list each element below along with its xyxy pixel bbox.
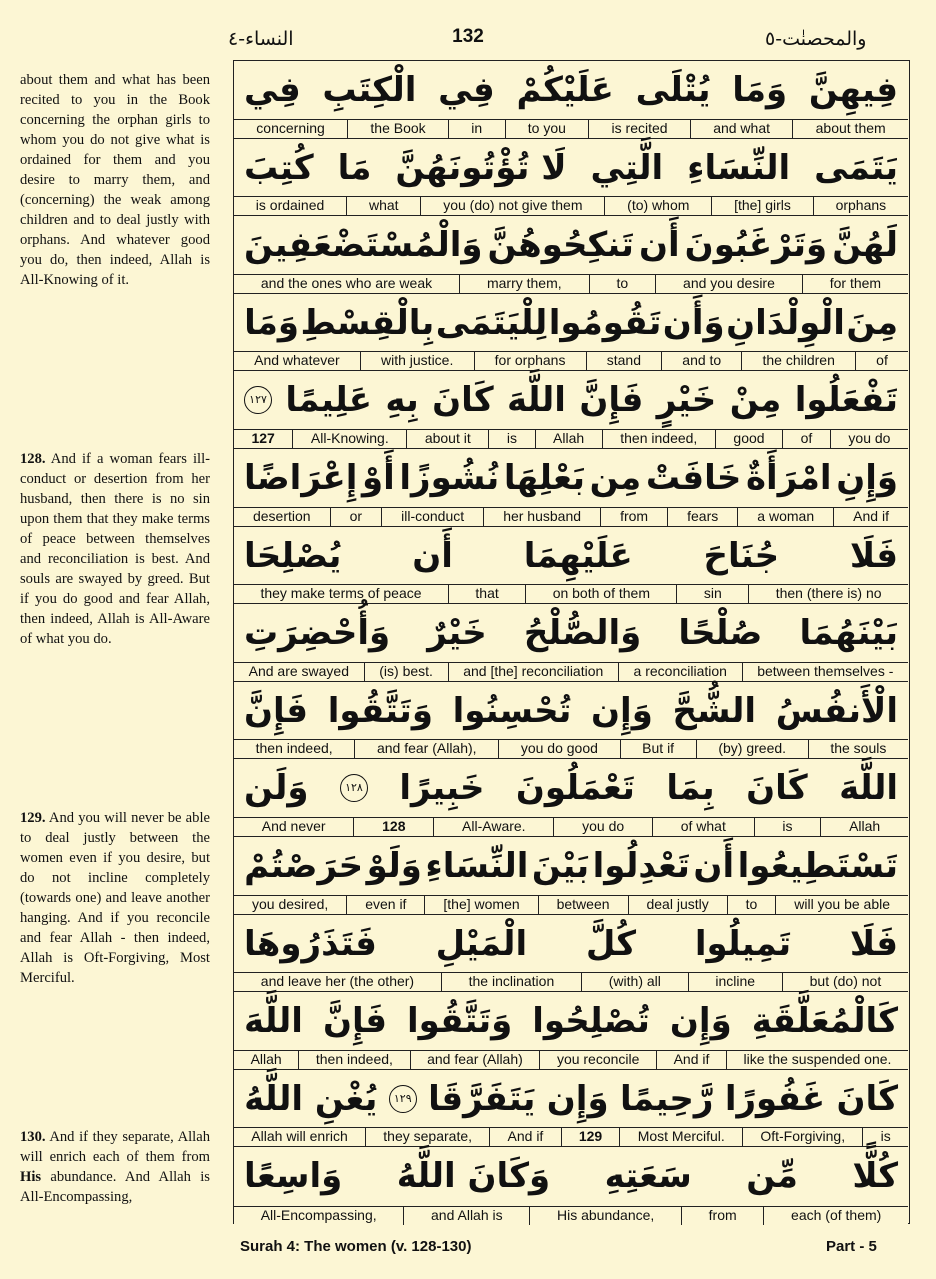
gloss-cell: between themselves - xyxy=(742,663,908,681)
gloss-cell: Oft-Forgiving, xyxy=(742,1128,862,1146)
gloss-cell: the Book xyxy=(347,120,448,138)
arabic-word: اللَّهَ xyxy=(244,1001,303,1042)
translation-paragraph xyxy=(20,808,210,988)
arabic-word: الْوِلْدَانِ xyxy=(726,302,845,343)
arabic-text-row xyxy=(234,837,908,895)
gloss-cell: for them xyxy=(802,275,908,293)
gloss-cell: then indeed, xyxy=(298,1051,409,1069)
gloss-cell: they separate, xyxy=(365,1128,489,1146)
arabic-word: وَتَتَّقُوا xyxy=(327,690,433,731)
arabic-word: تَفْعَلُوا xyxy=(794,380,898,421)
footer-part-label: Part - 5 xyxy=(826,1238,877,1255)
english-gloss-row xyxy=(234,429,908,448)
gloss-cell: you desired, xyxy=(251,895,329,912)
translation-paragraph xyxy=(20,449,210,649)
footer-surah-label: Surah 4: The women (v. 128-130) xyxy=(240,1238,472,1255)
arabic-word: عَلَيْكُمْ xyxy=(516,70,614,110)
gloss-cell: like the suspended one. xyxy=(726,1051,908,1069)
arabic-word: لِلْيَتَمَى xyxy=(435,302,548,343)
gloss-cell: is xyxy=(754,818,821,836)
gloss-cell: All-Encompassing, xyxy=(260,1206,377,1223)
arabic-word: الشُّحَّ xyxy=(672,690,757,731)
arabic-word: يُغْنِ اللَّهُ xyxy=(244,1078,378,1119)
gloss-cell: and fear (Allah), xyxy=(354,740,498,758)
translation-paragraph xyxy=(20,1127,210,1207)
gloss-cell: And never xyxy=(261,817,326,834)
gloss-cell: marry them, xyxy=(459,275,589,293)
gloss-cell: in xyxy=(448,120,505,138)
arabic-word: تَعْمَلُونَ xyxy=(515,768,635,809)
arabic-word: كُلَّ xyxy=(585,923,637,964)
gloss-cell: Allah xyxy=(535,430,602,448)
arabic-text-row xyxy=(234,449,908,507)
verse-number-cell: 128 xyxy=(353,818,433,836)
arabic-word: النِّسَاءِ xyxy=(425,846,529,886)
arabic-word: مِنْ xyxy=(729,380,782,421)
gloss-cell: [the] women xyxy=(424,896,537,914)
verse-line xyxy=(234,1070,908,1148)
page-header xyxy=(0,0,936,58)
arabic-word: امْرَأَةٌ xyxy=(745,458,832,498)
arabic-word: تَقُومُوا xyxy=(548,302,662,343)
gloss-cell: about them xyxy=(792,120,908,138)
gloss-cell: or xyxy=(330,508,382,526)
arabic-word: الْكِتَبِ xyxy=(322,70,417,110)
english-gloss-row xyxy=(234,895,908,914)
gloss-cell: [the] girls xyxy=(711,197,812,215)
arabic-word: خَافَتْ xyxy=(645,458,742,498)
verse-number-cell: 129 xyxy=(561,1128,620,1146)
gloss-cell: is xyxy=(862,1128,908,1146)
arabic-word: مِنَ xyxy=(846,302,898,343)
english-gloss-row xyxy=(234,274,908,293)
gloss-cell: the souls xyxy=(808,740,908,758)
header-juz-name: والمحصنٰت-٥ xyxy=(765,28,867,50)
arabic-word: وَتَتَّقُوا xyxy=(407,1001,513,1042)
gloss-cell: deal justly xyxy=(628,896,727,914)
arabic-text-row xyxy=(234,992,908,1050)
arabic-word: وَمَا xyxy=(244,302,300,343)
gloss-cell: from xyxy=(600,508,667,526)
arabic-word: بَيْنَ xyxy=(531,846,590,886)
arabic-word: فَإِنَّ xyxy=(579,380,644,421)
verse-line xyxy=(234,371,908,449)
arabic-word: وَأَن xyxy=(662,302,725,343)
arabic-word: فِيهِنَّ xyxy=(808,70,898,110)
english-gloss-row xyxy=(234,1050,908,1069)
gloss-cell: then indeed, xyxy=(255,740,333,757)
arabic-word: كُتِبَ xyxy=(244,147,314,188)
arabic-word: تَمِيلُوا xyxy=(694,923,792,964)
arabic-text-row xyxy=(234,1070,908,1128)
gloss-cell: stand xyxy=(586,352,662,370)
gloss-cell: And if xyxy=(833,508,908,526)
arabic-word: بَيْنَهُمَا xyxy=(799,613,898,654)
verse-line xyxy=(234,604,908,682)
arabic-word: النِّسَاءِ xyxy=(687,147,791,188)
gloss-cell: His abundance, xyxy=(529,1207,681,1225)
arabic-word: بِمَا xyxy=(666,768,715,809)
arabic-word: سَعَتِهِ xyxy=(604,1156,692,1197)
arabic-word: كَانَ xyxy=(746,768,808,809)
arabic-word: وَإِن xyxy=(669,1001,732,1042)
gloss-cell: concerning xyxy=(256,119,325,136)
arabic-word: عَلَيْهِمَا xyxy=(523,535,633,576)
arabic-word: وَلَوْ xyxy=(366,846,422,886)
arabic-word: كَانَ xyxy=(836,1078,898,1119)
gloss-cell: and [the] reconciliation xyxy=(448,663,618,681)
gloss-cell: But if xyxy=(620,740,696,758)
arabic-word: خَيْرٍ xyxy=(656,380,717,421)
verse-line xyxy=(234,139,908,217)
verse-line xyxy=(234,294,908,372)
gloss-cell: then indeed, xyxy=(602,430,715,448)
gloss-cell: and what xyxy=(690,120,792,138)
gloss-cell: desertion xyxy=(252,507,311,524)
gloss-cell: And if xyxy=(489,1128,560,1146)
english-gloss-row xyxy=(234,972,908,991)
ayah-marker-icon: ١٢٩ xyxy=(389,1085,417,1113)
gloss-cell: about it xyxy=(406,430,488,448)
arabic-word: أَن xyxy=(638,225,680,266)
gloss-cell: what xyxy=(346,197,420,215)
translation-text: And if they separate, Allah will enrich each of them from xyxy=(20,1129,210,1165)
gloss-cell: good xyxy=(715,430,782,448)
gloss-cell: from xyxy=(681,1207,763,1225)
arabic-word: وَمَا xyxy=(732,70,788,110)
arabic-word: مِّن xyxy=(746,1156,798,1197)
arabic-word: خَيْرٌ xyxy=(427,613,487,654)
gloss-cell: even if xyxy=(346,896,424,914)
verse-line xyxy=(234,449,908,527)
arabic-text-row xyxy=(234,1147,908,1205)
arabic-word: فَتَذَرُوهَا xyxy=(244,923,377,964)
arabic-word: الَّتِي xyxy=(590,147,664,188)
gloss-cell: and you desire xyxy=(655,275,802,293)
gloss-cell: you (do) not give them xyxy=(420,197,604,215)
arabic-word: الْمَيْلِ xyxy=(435,923,528,964)
arabic-word: يُصْلِحَا xyxy=(244,535,342,576)
gloss-cell: and fear (Allah) xyxy=(410,1051,540,1069)
arabic-word: تُحْسِنُوا xyxy=(452,690,572,731)
gloss-cell: the inclination xyxy=(441,973,581,991)
gloss-cell: All-Knowing. xyxy=(292,430,406,448)
arabic-word: رَّحِيمًا xyxy=(619,1078,714,1119)
page-number: 132 xyxy=(452,26,484,47)
ayah-marker-icon: ١٢٨ xyxy=(340,774,368,802)
gloss-cell: is recited xyxy=(588,120,690,138)
translation-text: And if a woman fears ill-conduct or desertion from her husband, then there is no sin upon them that they make terms of peace between themselves and reconciliation is best. And souls are swayed by greed. But if you do good and fear Allah, then indeed, Allah is All-Aware of what you do. xyxy=(20,451,210,647)
english-gloss-row xyxy=(234,507,908,526)
verse-number-cell: 127 xyxy=(251,429,275,446)
gloss-cell: to xyxy=(589,275,656,293)
gloss-cell: All-Aware. xyxy=(433,818,553,836)
verse-number: 130. xyxy=(20,1129,46,1145)
gloss-cell: of what xyxy=(652,818,754,836)
gloss-cell: is ordained xyxy=(255,197,325,214)
arabic-word: كَالْمُعَلَّقَةِ xyxy=(751,1001,898,1042)
header-surah-name: النساء-٤ xyxy=(228,28,294,50)
arabic-word: مِن xyxy=(589,458,642,498)
arabic-word: فِي xyxy=(438,70,495,110)
gloss-cell: between xyxy=(538,896,628,914)
arabic-word: وَلَن xyxy=(244,768,309,809)
gloss-cell: a reconciliation xyxy=(618,663,742,681)
arabic-word: بِهِ xyxy=(385,380,419,421)
gloss-cell: of xyxy=(782,430,830,448)
gloss-cell: on both of them xyxy=(525,585,676,603)
translation-text-bold: His xyxy=(20,1169,42,1185)
gloss-cell: you do good xyxy=(498,740,619,758)
gloss-cell: a woman xyxy=(737,508,833,526)
gloss-cell: And whatever xyxy=(254,352,340,369)
english-gloss-row xyxy=(234,119,908,138)
arabic-word: إِعْرَاضًا xyxy=(244,458,358,498)
gloss-cell: (by) greed. xyxy=(696,740,808,758)
gloss-cell: to xyxy=(727,896,776,914)
arabic-word: فَإِنَّ xyxy=(244,690,309,731)
gloss-cell: And if xyxy=(656,1051,726,1069)
gloss-cell: incline xyxy=(688,973,782,991)
english-gloss-row xyxy=(234,739,908,758)
verse-line xyxy=(234,216,908,294)
arabic-text-row xyxy=(234,682,908,740)
gloss-cell: and leave her (the other) xyxy=(260,973,415,990)
gloss-cell: (with) all xyxy=(581,973,688,991)
gloss-cell: to you xyxy=(505,120,589,138)
verse-number: 129. xyxy=(20,810,46,826)
arabic-word: بَعْلِهَا xyxy=(503,458,585,498)
arabic-word: حَرَصْتُمْ xyxy=(244,846,364,886)
arabic-word: كَانَ xyxy=(432,380,494,421)
english-gloss-row xyxy=(234,196,908,215)
arabic-word: وَأُحْضِرَتِ xyxy=(244,613,391,654)
arabic-word: تَعْدِلُوا xyxy=(592,846,690,886)
arabic-text-row xyxy=(234,216,908,274)
arabic-text-row xyxy=(234,294,908,352)
gloss-cell: and to xyxy=(661,352,741,370)
gloss-cell: fears xyxy=(667,508,737,526)
arabic-word: كُلًّا xyxy=(852,1156,898,1197)
gloss-cell: will you be able xyxy=(775,896,908,914)
translation-paragraph xyxy=(20,70,210,290)
arabic-word: تَنكِحُوهُنَّ xyxy=(487,225,634,266)
english-gloss-row xyxy=(234,1127,908,1146)
arabic-word: وَإِن xyxy=(546,1078,609,1119)
gloss-cell: that xyxy=(448,585,525,603)
arabic-word: صُلْحًا xyxy=(678,613,763,654)
gloss-cell: you reconcile xyxy=(539,1051,656,1069)
gloss-cell: the children xyxy=(741,352,855,370)
arabic-word: يُتْلَى xyxy=(635,70,711,110)
arabic-text-row xyxy=(234,527,908,585)
gloss-cell: Most Merciful. xyxy=(619,1128,742,1146)
arabic-word: فِي xyxy=(244,70,301,110)
gloss-cell: they make terms of peace xyxy=(260,585,422,602)
gloss-cell: (to) whom xyxy=(604,197,711,215)
arabic-text-row xyxy=(234,61,908,119)
arabic-word: اللَّهَ xyxy=(507,380,566,421)
english-gloss-row xyxy=(234,351,908,370)
verse-line xyxy=(234,837,908,915)
english-gloss-row xyxy=(234,1206,908,1225)
arabic-word: أَوْ xyxy=(361,458,395,498)
verse-line xyxy=(234,1147,908,1225)
english-gloss-row xyxy=(234,817,908,836)
arabic-word: تُصْلِحُوا xyxy=(532,1001,650,1042)
arabic-word: اللَّهَ xyxy=(839,768,898,809)
arabic-word: وَاسِعًا xyxy=(244,1156,343,1197)
verse-line xyxy=(234,915,908,993)
gloss-cell: with justice. xyxy=(360,352,474,370)
gloss-cell: And are swayed xyxy=(248,662,350,679)
arabic-word: لَا تُؤْتُونَهُنَّ xyxy=(395,147,567,188)
arabic-word: غَفُورًا xyxy=(724,1078,826,1119)
arabic-word: فَلَا xyxy=(849,535,898,576)
verse-line xyxy=(234,759,908,837)
arabic-word: وَالْمُسْتَضْعَفِينَ xyxy=(244,225,483,266)
ayah-marker-icon: ١٢٧ xyxy=(244,386,272,414)
gloss-cell: but (do) not xyxy=(782,973,908,991)
arabic-word: خَبِيرًا xyxy=(399,768,485,809)
arabic-word: وَتَرْغَبُونَ xyxy=(684,225,828,266)
arabic-word: الْأَنفُسُ xyxy=(775,690,898,731)
arabic-text-row xyxy=(234,915,908,973)
arabic-text-row xyxy=(234,139,908,197)
gloss-cell: then (there is) no xyxy=(748,585,908,603)
gloss-cell: each (of them) xyxy=(763,1207,908,1225)
verse-line xyxy=(234,682,908,760)
arabic-word: فَلَا xyxy=(849,923,898,964)
gloss-cell: (is) best. xyxy=(364,663,448,681)
gloss-cell: Allah will enrich xyxy=(251,1128,348,1145)
verse-line xyxy=(234,61,908,139)
arabic-word: أَن xyxy=(412,535,453,576)
gloss-cell: of xyxy=(855,352,908,370)
translation-text: about them and what has been recited to you in the Book concerning the orphan girls to whom you do not give what is ordained for them and you desire to marry them, and (concerning) the weak among children and to deal justly with orphans. And whatever good you do, then indeed, Allah is All-Knowing of it. xyxy=(20,72,210,288)
gloss-cell: her husband xyxy=(483,508,600,526)
gloss-cell: is xyxy=(488,430,534,448)
translation-text: And you will never be able to deal justly between the women even if you desire, but do not incline completely (towards one) and leave another hanging. And if you reconcile and fear Allah - then indeed, Allah is Oft-Forgiving, Most Merciful. xyxy=(20,810,210,986)
gloss-cell: you do xyxy=(553,818,652,836)
gloss-cell: for orphans xyxy=(474,352,586,370)
arabic-word: جُنَاحَ xyxy=(703,535,780,576)
arabic-word: وَالصُّلْحُ xyxy=(523,613,642,654)
english-gloss-row xyxy=(234,662,908,681)
english-gloss-row xyxy=(234,584,908,603)
gloss-cell: you do xyxy=(830,430,908,448)
gloss-cell: ill-conduct xyxy=(381,508,483,526)
verse-number: 128. xyxy=(20,451,46,467)
arabic-text-row xyxy=(234,371,908,429)
gloss-cell: orphans xyxy=(813,197,908,215)
gloss-cell: Allah xyxy=(820,818,908,836)
arabic-word: وَكَانَ اللَّهُ xyxy=(396,1156,551,1197)
gloss-cell: Allah xyxy=(250,1050,282,1067)
arabic-word: فَإِنَّ xyxy=(322,1001,387,1042)
verse-line xyxy=(234,992,908,1070)
arabic-word: وَإِن xyxy=(591,690,653,731)
arabic-word: وَإِنِ xyxy=(836,458,898,498)
translation-text: abundance. And Allah is All-Encompassing, xyxy=(20,1169,210,1205)
arabic-word: يَتَفَرَّقَا xyxy=(428,1078,536,1119)
arabic-text-row xyxy=(234,604,908,662)
arabic-word: يَتَمَى xyxy=(814,147,898,188)
arabic-word: مَا xyxy=(337,147,372,188)
arabic-text-row xyxy=(234,759,908,817)
gloss-cell: and Allah is xyxy=(403,1207,529,1225)
arabic-word: نُشُوزًا xyxy=(399,458,500,498)
gloss-cell: sin xyxy=(676,585,748,603)
arabic-word: أَن xyxy=(693,846,735,886)
arabic-word: تَسْتَطِيعُوا xyxy=(737,846,898,886)
arabic-word: لَهُنَّ xyxy=(832,225,898,266)
arabic-word: بِالْقِسْطِ xyxy=(300,302,435,343)
gloss-cell: and the ones who are weak xyxy=(260,274,433,291)
verse-line xyxy=(234,527,908,605)
word-by-word-grid xyxy=(233,60,910,1224)
arabic-word: عَلِيمًا xyxy=(285,380,372,421)
